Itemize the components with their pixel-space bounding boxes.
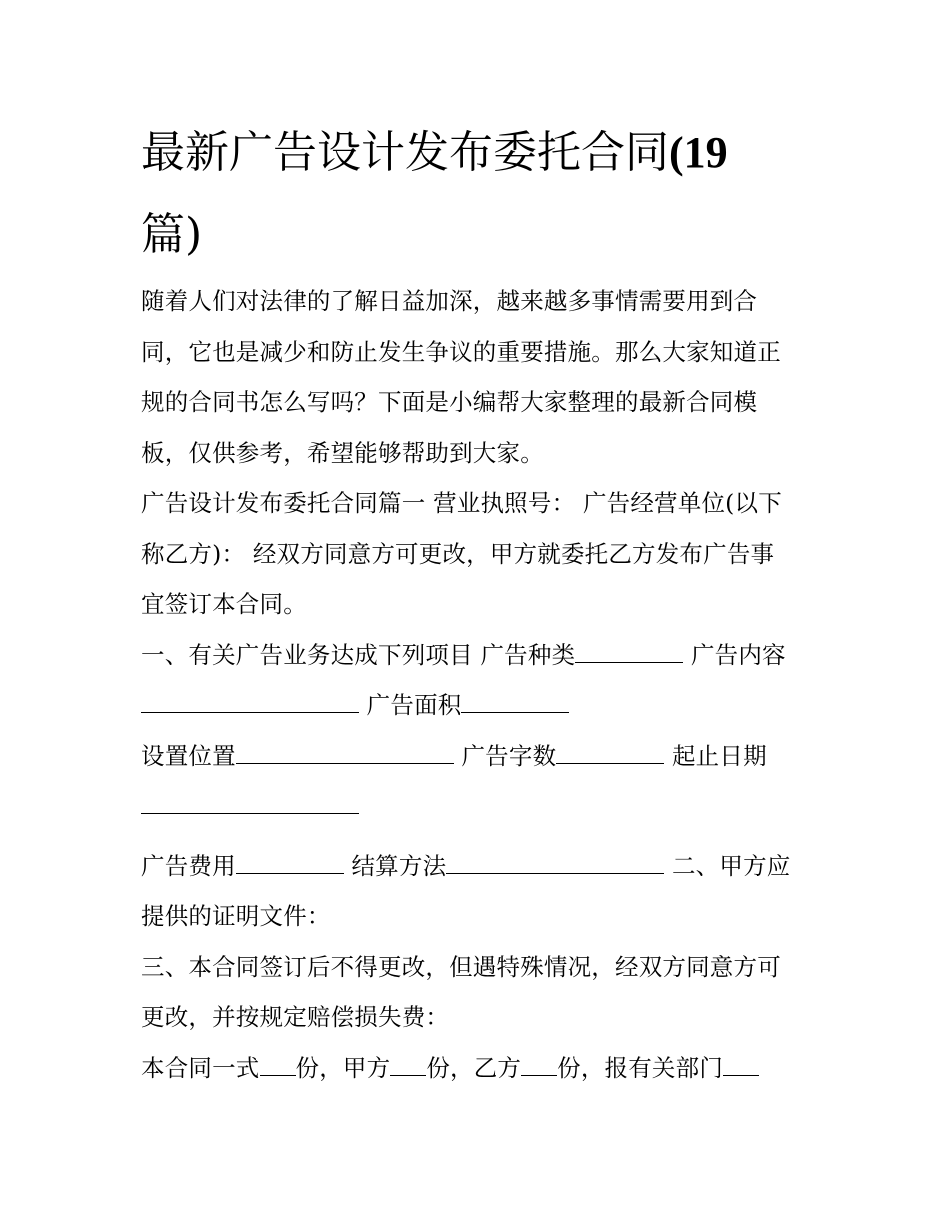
blank-location <box>236 741 454 764</box>
blank-ad-area <box>461 690 569 713</box>
label-ad-fee: 广告费用 <box>141 851 236 880</box>
blank-copies-total <box>260 1053 296 1076</box>
title-count: (19 <box>669 128 728 177</box>
label-date-range: 起止日期 <box>664 741 767 770</box>
items-line-6: 提供的证明文件： <box>141 902 331 930</box>
label-ad-type: 一、有关广告业务达成下列项目 广告种类 <box>141 640 576 669</box>
label-settlement: 结算方法 <box>343 851 447 880</box>
blank-copies-dept <box>723 1053 759 1076</box>
blank-settlement <box>446 851 664 874</box>
section1-line-3: 宜签订本合同。 <box>141 590 307 618</box>
items-line-4 <box>141 781 790 832</box>
label-word-count: 广告字数 <box>453 741 557 770</box>
blank-copies-party-b <box>521 1053 557 1076</box>
items-line-5 <box>141 841 790 892</box>
intro-line-3: 规的合同书怎么写吗？下面是小编帮大家整理的最新合同模 <box>141 388 758 416</box>
items-line-9 <box>141 1043 790 1094</box>
title-line-1 <box>141 112 728 194</box>
intro-line-4: 板，仅供参考，希望能够帮助到大家。 <box>141 438 544 467</box>
label-location: 设置位置 <box>141 741 236 770</box>
document-title <box>141 112 728 276</box>
label-copies-party-a: 份，甲方 <box>295 1053 391 1082</box>
label-copies-party-b: 份，乙方 <box>426 1053 522 1082</box>
label-copies-total: 本合同一式 <box>141 1053 260 1082</box>
items-line-1 <box>141 630 790 681</box>
section1-line-2: 称乙方)： 经双方同意方可更改，甲方就委托乙方发布广告事 <box>141 539 775 568</box>
blank-ad-fee <box>236 851 344 874</box>
blank-date-range <box>141 791 359 814</box>
blank-word-count <box>556 741 664 764</box>
document-body <box>141 276 790 1093</box>
intro-line-1: 随着人们对法律的了解日益加深，越来越多事情需要用到合 <box>141 287 758 315</box>
items-line-8: 更改，并按规定赔偿损失费： <box>141 1003 450 1031</box>
label-ad-area: 广告面积 <box>359 691 462 719</box>
label-section-2: 二、甲方应 <box>664 851 791 880</box>
title-text: 最新广告设计发布委托合同 <box>141 127 669 178</box>
title-line-2: 篇) <box>141 209 203 260</box>
intro-line-2: 同，它也是减少和防止发生争议的重要措施。那么大家知道正 <box>141 337 781 366</box>
section1-line-1: 广告设计发布委托合同篇一 营业执照号： 广告经营单位(以下 <box>141 489 782 517</box>
blank-ad-content <box>141 690 359 713</box>
label-ad-content: 广告内容 <box>683 640 786 669</box>
items-line-3 <box>141 731 790 782</box>
blank-ad-type <box>575 640 683 663</box>
blank-copies-party-a <box>390 1053 426 1076</box>
label-copies-dept: 份，报有关部门 <box>557 1053 724 1082</box>
items-line-2 <box>141 680 790 731</box>
items-line-7: 三、本合同签订后不得更改，但遇特殊情况，经双方同意方可 <box>141 952 781 981</box>
